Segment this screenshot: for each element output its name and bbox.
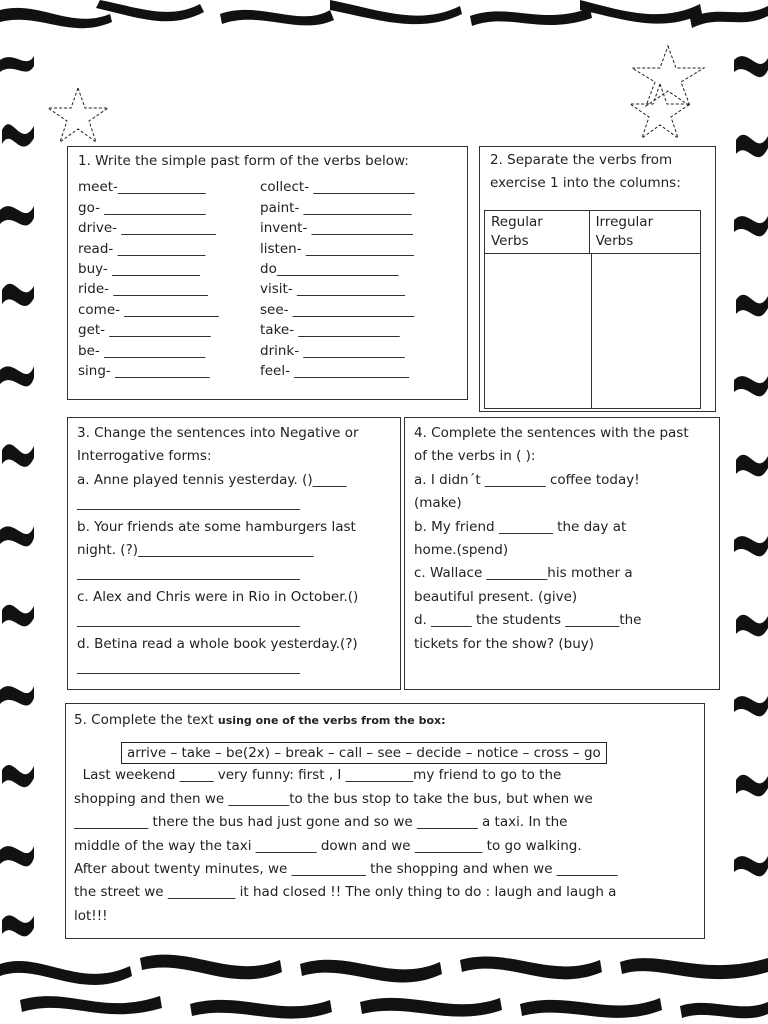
exercise-4-line: (make) bbox=[414, 495, 462, 512]
regular-verbs-header: Regular Verbs bbox=[485, 211, 590, 253]
exercise-3-line[interactable]: d. Betina read a whole book yesterday.(?) bbox=[77, 635, 358, 652]
verb-item[interactable]: buy- _____________ bbox=[78, 261, 200, 278]
exercise-5-text-line[interactable]: After about twenty minutes, we ___________ the shopping and when we _________ bbox=[74, 861, 618, 878]
exercise-5-box bbox=[65, 703, 705, 939]
verb-item[interactable]: drink- _______________ bbox=[260, 342, 405, 359]
exercise-3-line[interactable]: b. Your friends ate some hamburgers last bbox=[77, 518, 356, 535]
verb-item[interactable]: see- __________________ bbox=[260, 301, 415, 318]
exercise-3-line[interactable]: a. Anne played tennis yesterday. ()_____ bbox=[77, 471, 347, 488]
verb-list bbox=[78, 177, 467, 381]
verb-item[interactable]: paint- ________________ bbox=[260, 199, 412, 216]
verb-item[interactable]: get- _______________ bbox=[78, 322, 211, 339]
exercise-4-line[interactable]: a. I didn´t _________ coffee today! bbox=[414, 471, 640, 488]
star-icon bbox=[628, 82, 692, 140]
verb-item[interactable]: be- _______________ bbox=[78, 342, 206, 359]
exercise-5-text-line[interactable]: the street we __________ it had closed !! The only thing to do : laugh and laugh a bbox=[74, 884, 617, 901]
exercise-5-text-line[interactable]: middle of the way the taxi _________ down and we __________ to go walking. bbox=[74, 837, 582, 854]
verb-item[interactable]: take- _______________ bbox=[260, 322, 400, 339]
exercise-5-title bbox=[74, 709, 704, 732]
exercise-3-line[interactable]: _________________________________ bbox=[77, 612, 300, 629]
exercise-3-line[interactable]: night. (?)__________________________ bbox=[77, 542, 314, 559]
verb-item[interactable]: sing- ______________ bbox=[78, 363, 210, 380]
exercise-4-line: home.(spend) bbox=[414, 542, 509, 559]
verb-item[interactable]: read- _____________ bbox=[78, 240, 206, 257]
exercise-4-line[interactable]: b. My friend ________ the day at bbox=[414, 518, 627, 535]
regular-verbs-cell[interactable] bbox=[485, 254, 592, 408]
verb-column-right bbox=[260, 177, 460, 381]
exercise-3-line[interactable]: _________________________________ bbox=[77, 659, 300, 676]
exercise-5-text-line[interactable]: ___________ there the bus had just gone and so we _________ a taxi. In the bbox=[74, 814, 568, 831]
verb-item[interactable]: visit- ________________ bbox=[260, 281, 405, 298]
exercise-2-title-line: exercise 1 into the columns: bbox=[490, 175, 681, 192]
exercise-5-title-text: 5. Complete the text bbox=[74, 712, 214, 728]
exercise-5-title-instruction: using one of the verbs from the box: bbox=[217, 714, 446, 727]
irregular-verbs-header: Irregular Verbs bbox=[595, 214, 654, 249]
table-header bbox=[485, 211, 700, 254]
exercise-3-line[interactable]: _________________________________ bbox=[77, 565, 300, 582]
verb-item[interactable]: do__________________ bbox=[260, 261, 399, 278]
exercise-1-box bbox=[67, 146, 468, 400]
word-box: arrive – take – be(2x) – break – call – see – decide – notice – cross – go bbox=[121, 742, 607, 764]
exercise-4-line[interactable]: d. ______ the students ________the bbox=[414, 612, 642, 629]
exercise-2-box bbox=[479, 146, 716, 412]
verb-item[interactable]: feel- _________________ bbox=[260, 363, 410, 380]
exercise-4-line: tickets for the show? (buy) bbox=[414, 635, 595, 652]
exercise-3-line[interactable]: c. Alex and Chris were in Rio in October.() bbox=[77, 588, 359, 605]
worksheet-page bbox=[36, 34, 734, 954]
exercise-4-line: 4. Complete the sentences with the past bbox=[414, 425, 689, 441]
exercise-4-box bbox=[404, 417, 720, 690]
exercise-4-line[interactable]: c. Wallace _________his mother a bbox=[414, 565, 633, 582]
exercise-4-line: of the verbs in ( ): bbox=[414, 448, 536, 465]
exercise-4-line: beautiful present. (give) bbox=[414, 588, 578, 605]
exercise-3-line: 3. Change the sentences into Negative or bbox=[77, 425, 359, 441]
irregular-verbs-cell[interactable] bbox=[592, 254, 700, 408]
verb-item[interactable]: collect- _______________ bbox=[260, 179, 415, 196]
verb-item[interactable]: drive- ______________ bbox=[78, 220, 216, 237]
verb-item[interactable]: invent- _______________ bbox=[260, 220, 413, 237]
exercise-3-line: Interrogative forms: bbox=[77, 448, 212, 465]
verb-item[interactable]: go- _______________ bbox=[78, 199, 206, 216]
verb-item[interactable]: ride- ______________ bbox=[78, 281, 208, 298]
exercise-5-text-line[interactable]: Last weekend _____ very funny: first , I __________my friend to go to the bbox=[74, 767, 562, 784]
exercise-5-text-line[interactable]: shopping and then we _________to the bus stop to take the bus, but when we bbox=[74, 790, 593, 807]
verb-item[interactable]: listen- ________________ bbox=[260, 240, 414, 257]
exercise-5-text-line: lot!!! bbox=[74, 907, 108, 924]
table-body bbox=[485, 254, 700, 408]
verb-item[interactable]: meet-_____________ bbox=[78, 179, 206, 196]
exercise-3-line[interactable]: _________________________________ bbox=[77, 495, 300, 512]
exercise-1-title: 1. Write the simple past form of the verbs below: bbox=[78, 153, 409, 169]
verb-columns-table bbox=[484, 210, 701, 409]
verb-column-left bbox=[78, 177, 260, 381]
exercise-2-title-line: 2. Separate the verbs from bbox=[490, 152, 673, 168]
exercise-3-box bbox=[67, 417, 401, 690]
star-icon bbox=[46, 86, 110, 144]
verb-item[interactable]: come- ______________ bbox=[78, 301, 219, 318]
